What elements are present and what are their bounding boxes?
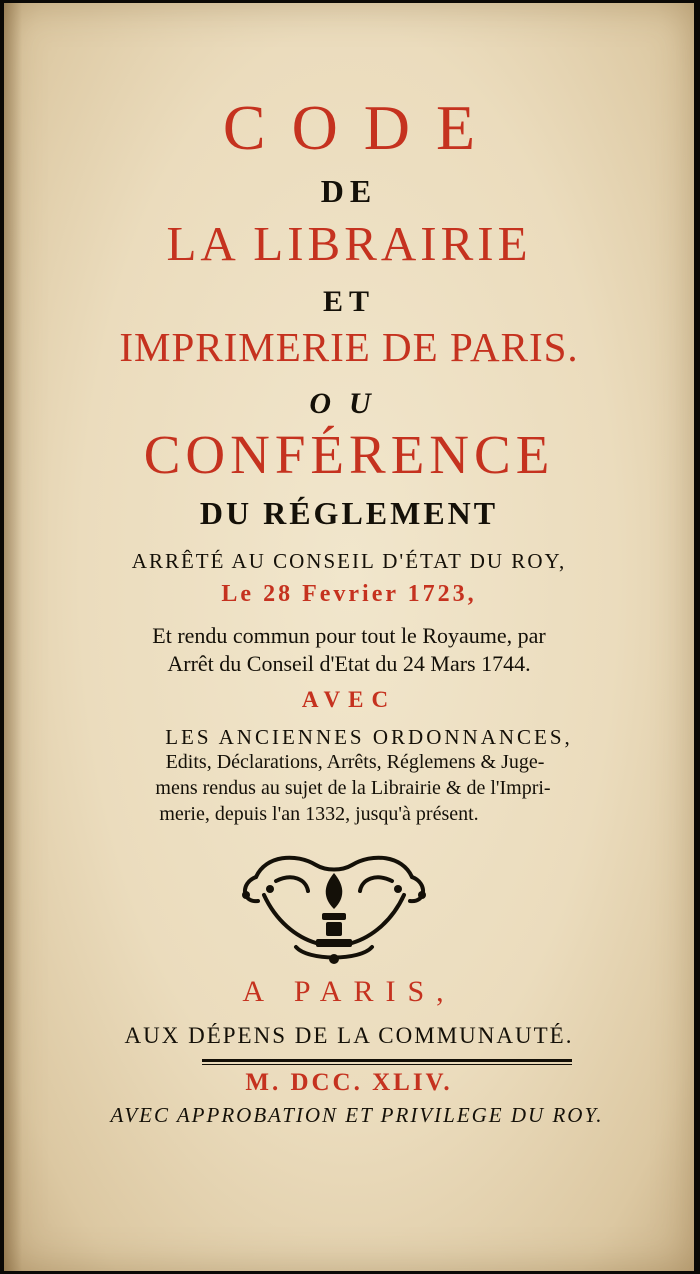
- rendu-line-1: Et rendu commun pour tout le Royaume, par: [152, 623, 546, 648]
- avec-heading: AVEC: [301, 687, 397, 712]
- arrete-line: ARRÊTÉ AU CONSEIL D'ÉTAT DU ROY,: [131, 549, 567, 573]
- anciennes-ordonnances: LES ANCIENNES ORDONNANCES,: [165, 725, 573, 749]
- title-du-reglement: DU RÉGLEMENT: [199, 495, 499, 531]
- title-de: DE: [320, 173, 378, 209]
- title-imprimerie: IMPRIMERIE DE PARIS.: [119, 324, 579, 370]
- title-ou: OU: [309, 387, 389, 420]
- edits-line-1: Edits, Déclarations, Arrêts, Réglemens & Juge-: [165, 751, 545, 773]
- imprint-rule: [202, 1059, 572, 1062]
- a-paris: A PARIS,: [242, 975, 456, 1008]
- rendu-line-2: Arrêt du Conseil d'Etat du 24 Mars 1744.: [167, 651, 531, 676]
- title-conference: CONFÉRENCE: [143, 424, 555, 485]
- aux-depens: AUX DÉPENS DE LA COMMUNAUTÉ.: [124, 1023, 574, 1048]
- edits-line-2: mens rendus au sujet de la Librairie & de l'Impri-: [155, 777, 551, 799]
- imprint-rule-thin: [202, 1064, 572, 1065]
- title-page: [4, 3, 694, 1271]
- edits-line-3: merie, depuis l'an 1332, jusqu'à présent.: [159, 803, 479, 825]
- title-et: ET: [322, 285, 376, 318]
- printers-ornament-icon: [236, 851, 432, 969]
- publication-date: M. DCC. XLIV.: [245, 1069, 453, 1096]
- approbation-line: AVEC APPROBATION ET PRIVILEGE DU ROY.: [110, 1103, 604, 1127]
- date-1723-line: Le 28 Fevrier 1723,: [221, 581, 477, 607]
- title-librairie: LA LIBRAIRIE: [166, 216, 532, 271]
- title-code: CODE: [222, 92, 502, 163]
